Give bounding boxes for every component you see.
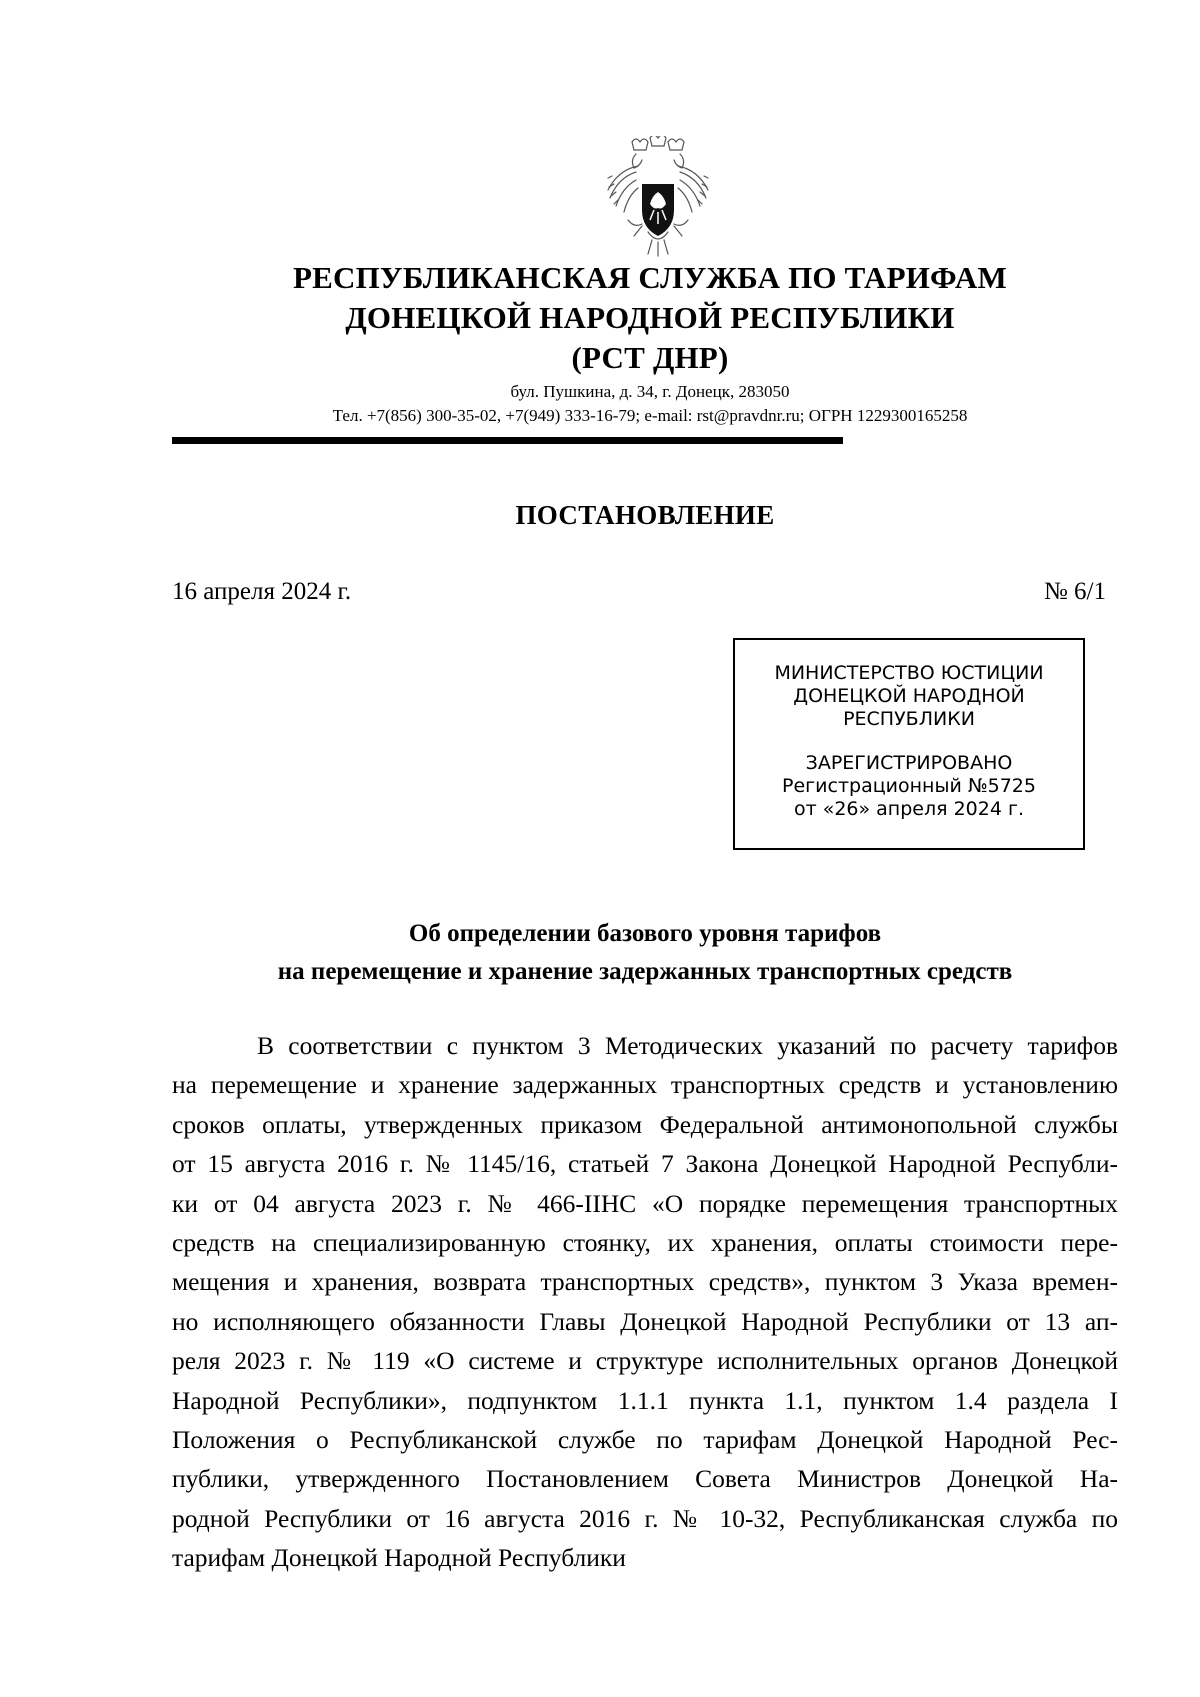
- organization-name-line1: РЕСПУБЛИКАНСКАЯ СЛУЖБА ПО ТАРИФАМ: [293, 260, 1007, 295]
- document-type-heading: ПОСТАНОВЛЕНИЕ: [515, 500, 775, 530]
- body-line: родной Республики от 16 августа 2016 г. № 10-32, Республиканская служба по: [172, 1503, 1118, 1533]
- body-line: Народной Республики», подпунктом 1.1.1 пункта 1.1, пунктом 1.4 раздела I: [172, 1385, 1118, 1415]
- body-line: Положения о Республиканской службе по тарифам Донецкой Народной Рес-: [172, 1424, 1118, 1454]
- body-line: на перемещение и хранение задержанных транспортных средств и установлению: [172, 1070, 1118, 1100]
- body-line: реля 2023 г. № 119 «О системе и структуре исполнительных органов Донецкой: [172, 1346, 1118, 1376]
- body-line: мещения и хранения, возврата транспортных средств», пунктом 3 Указа времен-: [172, 1267, 1118, 1297]
- stamp-line: МИНИСТЕРСТВО ЮСТИЦИИ: [774, 662, 1044, 684]
- organization-title: [200, 258, 1100, 378]
- organization-name-line2: ДОНЕЦКОЙ НАРОДНОЙ РЕСПУБЛИКИ: [345, 300, 955, 335]
- body-paragraph: [172, 1026, 1118, 1577]
- stamp-line: ДОНЕЦКОЙ НАРОДНОЙ: [793, 685, 1025, 707]
- body-line: от 15 августа 2016 г. № 1145/16, статьей 7 Закона Донецкой Народной Республи-: [172, 1149, 1118, 1179]
- body-line: тарифам Донецкой Народной Республики: [172, 1543, 626, 1573]
- subject-line: Об определении базового уровня тарифов: [408, 920, 882, 947]
- body-line: ки от 04 августа 2023 г. № 466-IIНС «О порядке перемещения транспортных: [172, 1188, 1118, 1218]
- document-number: № 6/1: [1043, 578, 1106, 605]
- body-line: но исполняющего обязанности Главы Донецкой Народной Республики от 13 ап-: [172, 1306, 1118, 1336]
- document-subject: [172, 915, 1118, 991]
- body-line: сроков оплаты, утвержденных приказом Федеральной антимонопольной службы: [172, 1109, 1118, 1139]
- stamp-line: ЗАРЕГИСТРИРОВАНО: [805, 752, 1013, 774]
- header-divider: [172, 437, 843, 444]
- organization-address: бул. Пушкина, д. 34, г. Донецк, 283050: [510, 382, 790, 401]
- registration-stamp: [733, 638, 1085, 850]
- organization-phone-email: Тел. +7(856) 300-35-02, +7(949) 333-16-79; e-mail: rst@pravdnr.ru; ОГРН 1229300165258: [332, 406, 968, 425]
- stamp-line: РЕСПУБЛИКИ: [843, 708, 975, 730]
- stamp-line: Регистрационный №5725: [782, 775, 1036, 797]
- body-line: публики, утвержденного Постановлением Совета Министров Донецкой На-: [172, 1464, 1118, 1494]
- subject-line: на перемещение и хранение задержанных транспортных средств: [277, 958, 1013, 985]
- document-date: 16 апреля 2024 г.: [172, 578, 352, 605]
- stamp-line: от «26» апреля 2024 г.: [793, 798, 1025, 820]
- body-line: В соответствии с пунктом 3 Методических указаний по расчету тарифов: [257, 1031, 1118, 1060]
- eagle-emblem-icon: [598, 136, 718, 260]
- organization-contacts: [200, 380, 1100, 428]
- body-line: средств на специализированную стоянку, их хранения, оплаты стоимости пере-: [172, 1227, 1118, 1257]
- organization-abbreviation: (РСТ ДНР): [571, 340, 729, 375]
